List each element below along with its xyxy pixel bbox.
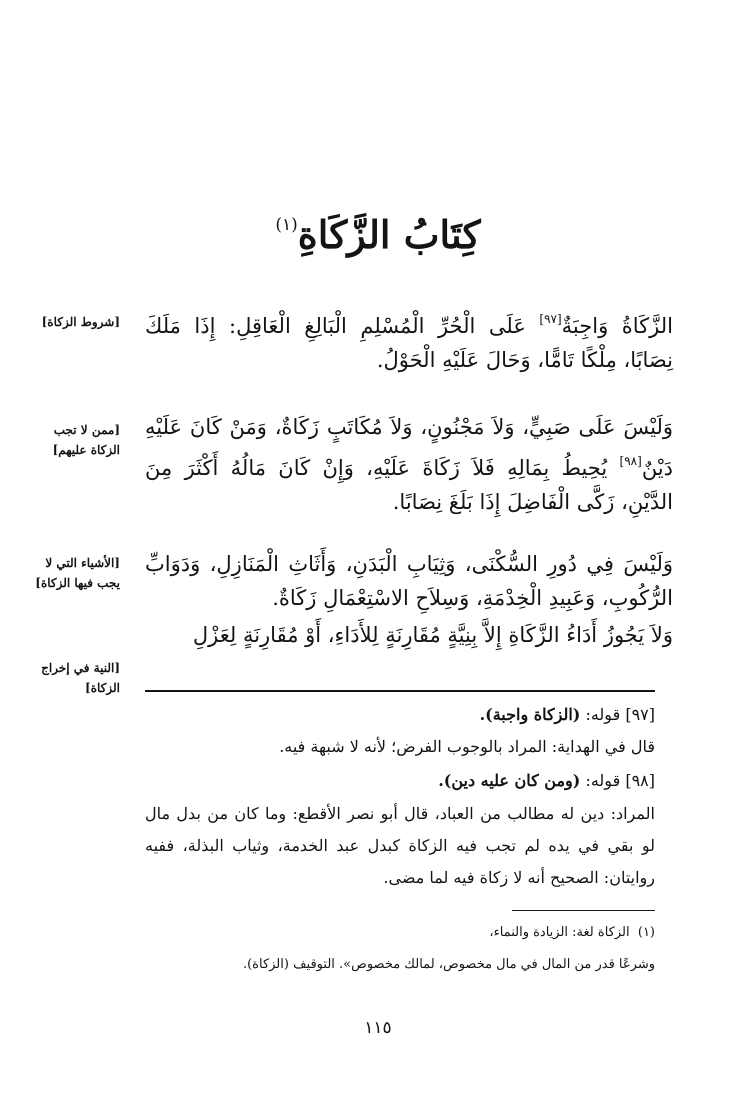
footnote-number: (١) <box>637 925 655 940</box>
chapter-title-text: كِتَابُ الزَّكَاةِ <box>297 212 481 257</box>
title-footnote-ref: (١) <box>275 215 298 235</box>
matn-paragraph-zakat-obligation <box>145 302 673 377</box>
footnote-text: الزكاة لغة: الزيادة والنماء، <box>489 925 630 940</box>
matn-text: الزَّكَاةُ وَاجِبَةٌ <box>561 314 673 338</box>
commentary-98-text: المراد: دين له مطالب من العباد، قال أبو نصر الأقطع: وما كان من بدل مال لو بقي في يده لم تجب فيه الزكاة كبدل عبد الخدمة، وثياب البذلة، ففيه روايتان: الصحيح أنه لا زكاة فيه لما مضى. <box>145 804 655 887</box>
commentary-98-heading <box>145 766 655 796</box>
matn-paragraph-exempt-persons <box>145 410 673 519</box>
chapter-title <box>0 212 756 257</box>
footnote-line-1 <box>145 920 655 946</box>
matn-paragraph-exempt-items <box>145 547 673 615</box>
commentary-quote: (الزكاة واجبة). <box>479 705 581 724</box>
commentary-quote: (ومن كان عليه دين). <box>438 771 581 790</box>
margin-heading-exempt-persons: [ممن لا تجب الزكاة عليهم] <box>52 423 120 457</box>
commentary-ref-98: [٩٨] <box>619 454 642 468</box>
commentary-divider <box>145 690 655 692</box>
commentary-97-text: قال في الهداية: المراد بالوجوب الفرض؛ لأنه لا شبهة فيه. <box>279 737 655 756</box>
page-number: ١١٥ <box>364 1018 392 1038</box>
commentary-qawl: قوله: <box>585 705 621 724</box>
commentary-number: [٩٧] <box>625 705 655 724</box>
footnote-divider <box>512 910 655 911</box>
commentary-ref-97: [٩٧] <box>539 312 562 326</box>
matn-text: عَلَى الْحُرِّ الْمُسْلِمِ الْبَالِغِ الْعَاقِلِ: إِذَا مَلَكَ نِصَابًا، مِلْكًا تَامًّا، وَحَالَ عَلَيْهِ الْحَوْلُ. <box>145 314 673 372</box>
commentary-97-heading <box>145 700 655 730</box>
commentary-number: [٩٨] <box>625 771 655 790</box>
commentary-qawl: قوله: <box>585 771 621 790</box>
margin-heading-exempt-items: [الأشياء التي لا يجب فيها الزكاة] <box>35 556 120 590</box>
margin-heading-conditions: [شروط الزكاة] <box>41 315 120 329</box>
matn-text: وَلَيْسَ فِي دُورِ السُّكْنَى، وَثِيَابِ الْبَدَنِ، وَأَثَاثِ الْمَنَازِلِ، وَدَوَابِّ الرُّكُوبِ، وَعَبِيدِ الْخِدْمَةِ، وَسِلاَحِ الاسْتِعْمَالِ زَكَاةٌ. <box>145 552 673 610</box>
footnote-line-2: وشرعًا قدر من المال في مال مخصوص، لمالك مخصوص». التوقيف (الزكاة). <box>242 957 655 972</box>
matn-paragraph-intention <box>145 618 673 652</box>
matn-text: وَلَيْسَ عَلَى صَبِيٍّ، وَلاَ مَجْنُونٍ، وَلاَ مُكَاتَبٍ زَكَاةٌ، وَمَنْ كَانَ عَلَيْهِ دَيْنٌ <box>145 415 673 480</box>
margin-heading-intention: [النية في إخراج الزكاة] <box>41 661 120 695</box>
matn-text: يُحِيطُ بِمَالِهِ فَلاَ زَكَاةَ عَلَيْهِ، وَإِنْ كَانَ مَالُهُ أَكْثَرَ مِنَ الدَّيْنِ، زَكَّى الْفَاضِلَ إِذَا بَلَغَ نِصَابًا. <box>145 456 673 514</box>
matn-text: وَلاَ يَجُوزُ أَدَاءُ الزَّكَاةِ إِلاَّ بِنِيَّةٍ مُقَارِنَةٍ لِلأَدَاءِ، أَوْ مُقَارِنَةٍ لِعَزْلِ <box>192 623 673 647</box>
